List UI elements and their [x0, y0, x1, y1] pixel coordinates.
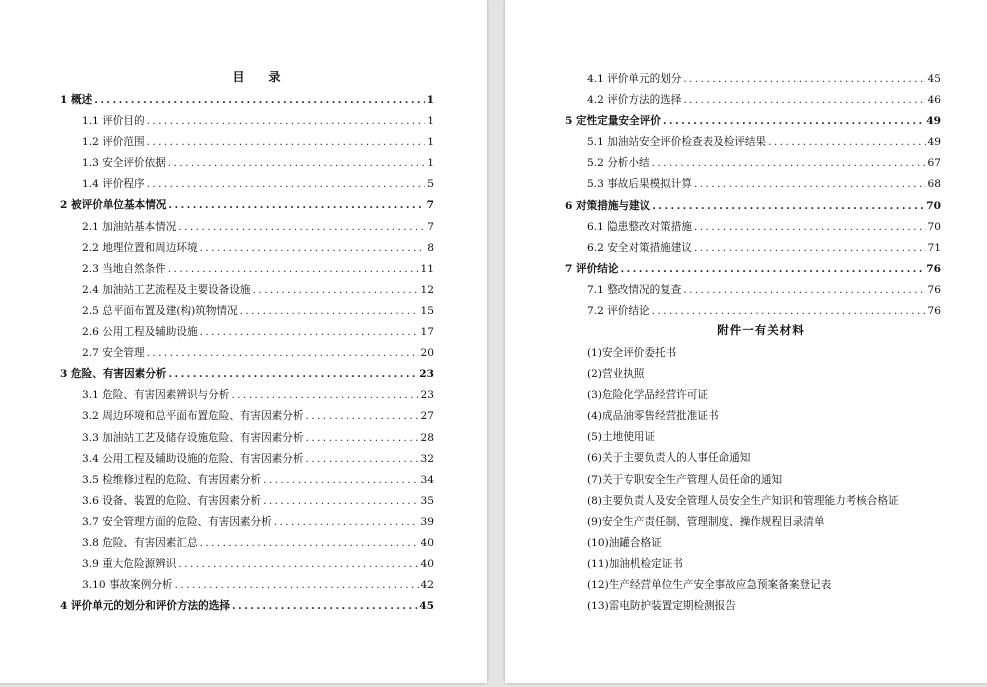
- toc-dot-leader: [263, 491, 418, 512]
- toc-section-entry: [60, 428, 434, 449]
- toc-entry-label: 3.2 周边环境和总平面布置危险、有害因素分析: [82, 410, 304, 423]
- toc-section-entry: [565, 238, 941, 259]
- toc-page-number: 68: [927, 178, 941, 191]
- toc-section-entry: [60, 238, 434, 259]
- toc-entry-label: 7.2 评价结论: [587, 305, 650, 318]
- toc-entry-label: 5 定性定量安全评价: [565, 115, 661, 128]
- toc-dot-leader: [200, 238, 426, 259]
- appendix-item: (7)关于专职安全生产管理人员任命的通知: [587, 473, 783, 486]
- toc-page-number: 76: [926, 262, 941, 275]
- toc-title: 目 录: [232, 70, 287, 84]
- toc-dot-leader: [306, 449, 419, 470]
- toc-entry-label: 2.4 加油站工艺流程及主要设备设施: [82, 283, 251, 296]
- toc-page-number: 42: [420, 579, 434, 592]
- toc-dot-leader: [620, 259, 924, 280]
- appendix-item: (11)加油机检定证书: [587, 557, 683, 570]
- toc-section-entry: [565, 90, 941, 111]
- appendix-title: 附件一有关材料: [717, 323, 805, 337]
- toc-section-entry: [60, 512, 434, 533]
- toc-page-number: 20: [420, 347, 434, 360]
- appendix-item: (9)安全生产责任制、管理制度、操作规程目录清单: [587, 515, 825, 528]
- appendix-item: (8)主要负责人及安全管理人员安全生产知识和管理能力考核合格证: [587, 494, 899, 507]
- toc-entry-label: 4.2 评价方法的选择: [587, 94, 682, 107]
- toc-chapter-entry: [60, 596, 434, 617]
- toc-page-number: 8: [427, 241, 434, 254]
- toc-dot-leader: [274, 512, 419, 533]
- toc-section-entry: [60, 280, 434, 301]
- appendix-item: (3)危险化学品经营许可证: [587, 389, 708, 402]
- toc-dot-leader: [178, 554, 418, 575]
- toc-dot-leader: [168, 259, 419, 280]
- toc-dot-leader: [694, 238, 926, 259]
- toc-entry-label: 5.3 事故后果模拟计算: [587, 178, 692, 191]
- toc-page-number: 34: [420, 473, 434, 486]
- toc-dot-leader: [147, 132, 426, 153]
- toc-section-entry: [60, 533, 434, 554]
- toc-page-number: 76: [927, 305, 941, 318]
- toc-page-number: 70: [926, 199, 941, 212]
- toc-entry-label: 2.2 地理位置和周边环境: [82, 241, 198, 254]
- toc-entry-label: 6.1 隐患整改对策措施: [587, 220, 692, 233]
- appendix-item: (2)营业执照: [587, 368, 645, 381]
- toc-section-entry: [565, 217, 941, 238]
- toc-section-entry: [60, 470, 434, 491]
- toc-dot-leader: [147, 343, 419, 364]
- toc-section-entry: [60, 343, 434, 364]
- toc-section-entry: [60, 301, 434, 322]
- appendix-item: (4)成品油零售经营批准证书: [587, 410, 719, 423]
- toc-entry-label: 3 危险、有害因素分析: [60, 368, 167, 381]
- toc-entry-label: 3.8 危险、有害因素汇总: [82, 536, 198, 549]
- toc-chapter-entry: [565, 196, 941, 217]
- toc-page-number: 1: [427, 115, 434, 128]
- toc-page-number: 17: [420, 326, 434, 339]
- toc-page-number: 35: [420, 494, 434, 507]
- toc-entry-label: 4.1 评价单元的划分: [587, 73, 682, 85]
- toc-entry-label: 7.1 整改情况的复查: [587, 283, 682, 296]
- toc-dot-leader: [94, 90, 424, 111]
- toc-dot-leader: [683, 280, 925, 301]
- toc-section-entry: [60, 217, 434, 238]
- toc-entry-label: 2.3 当地自然条件: [82, 262, 166, 275]
- toc-section-entry: [565, 69, 941, 90]
- toc-entry-label: 2.1 加油站基本情况: [82, 220, 177, 233]
- toc-entry-label: 3.3 加油站工艺及储存设施危险、有害因素分析: [82, 431, 304, 444]
- toc-dot-leader: [694, 217, 926, 238]
- toc-section-entry: [60, 406, 434, 427]
- toc-page-number: 11: [420, 262, 434, 275]
- toc-page-number: 15: [420, 304, 434, 317]
- toc-section-entry: [565, 153, 941, 174]
- toc-entry-label: 7 评价结论: [565, 262, 619, 275]
- toc-chapter-entry: [565, 259, 941, 280]
- toc-page-number: 28: [420, 431, 434, 444]
- appendix-item: (12)生产经营单位生产安全事故应急预案备案登记表: [587, 579, 832, 592]
- appendix-item: (6)关于主要负责人的人事任命通知: [587, 452, 751, 465]
- toc-dot-leader: [147, 111, 426, 132]
- toc-list-continued: [565, 69, 941, 322]
- toc-section-entry: [60, 385, 434, 406]
- toc-dot-leader: [253, 280, 419, 301]
- toc-dot-leader: [200, 533, 419, 554]
- toc-dot-leader: [232, 596, 417, 617]
- appendix-list: [587, 343, 967, 617]
- toc-dot-leader: [263, 470, 418, 491]
- toc-section-entry: [60, 153, 434, 174]
- toc-page-number: 45: [419, 600, 434, 613]
- toc-page-number: 1: [427, 157, 434, 170]
- toc-section-entry: [565, 174, 941, 195]
- toc-page-number: 39: [420, 515, 434, 528]
- toc-dot-leader: [768, 132, 925, 153]
- toc-entry-label: 5.1 加油站安全评价检查表及检评结果: [587, 136, 767, 149]
- toc-page-number: 49: [926, 115, 941, 128]
- toc-dot-leader: [231, 385, 418, 406]
- toc-section-entry: [60, 449, 434, 470]
- toc-dot-leader: [306, 428, 419, 449]
- appendix-item: (1)安全评价委托书: [587, 347, 677, 359]
- document-page-right: [505, 0, 987, 683]
- toc-section-entry: [60, 554, 434, 575]
- toc-list: [60, 90, 434, 617]
- toc-entry-label: 3.6 设备、装置的危险、有害因素分析: [82, 494, 262, 507]
- toc-dot-leader: [652, 153, 926, 174]
- toc-page-number: 32: [420, 452, 434, 465]
- toc-dot-leader: [683, 90, 925, 111]
- toc-entry-label: 1.1 评价目的: [82, 115, 145, 128]
- toc-section-entry: [60, 132, 434, 153]
- toc-section-entry: [565, 301, 941, 322]
- toc-section-entry: [565, 280, 941, 301]
- toc-entry-label: 3.4 公用工程及辅助设施的危险、有害因素分析: [82, 452, 304, 465]
- toc-page-number: 46: [927, 94, 941, 107]
- toc-entry-label: 6 对策措施与建议: [565, 199, 651, 212]
- toc-entry-label: 3.5 检维修过程的危险、有害因素分析: [82, 473, 262, 486]
- toc-chapter-entry: [60, 90, 434, 111]
- toc-entry-label: 2.5 总平面布置及建(构)筑物情况: [82, 304, 238, 317]
- appendix-item: (10)油罐合格证: [587, 536, 662, 549]
- toc-page-number: 40: [420, 536, 434, 549]
- toc-dot-leader: [694, 174, 926, 195]
- toc-dot-leader: [663, 111, 924, 132]
- toc-section-entry: [60, 174, 434, 195]
- toc-section-entry: [60, 259, 434, 280]
- toc-entry-label: 1.2 评价范围: [82, 136, 145, 149]
- toc-dot-leader: [168, 364, 417, 385]
- toc-page-number: 23: [419, 368, 434, 381]
- toc-dot-leader: [178, 217, 425, 238]
- toc-page-number: 70: [927, 220, 941, 233]
- toc-dot-leader: [168, 153, 425, 174]
- toc-page-number: 67: [927, 157, 941, 170]
- toc-dot-leader: [147, 174, 426, 195]
- toc-dot-leader: [652, 301, 926, 322]
- toc-entry-label: 6.2 安全对策措施建议: [587, 241, 692, 254]
- toc-entry-label: 2.7 安全管理: [82, 347, 145, 360]
- document-page-left: [0, 0, 487, 683]
- toc-chapter-entry: [565, 111, 941, 132]
- toc-page-number: 76: [927, 283, 941, 296]
- toc-entry-label: 1.4 评价程序: [82, 178, 145, 191]
- toc-section-entry: [565, 132, 941, 153]
- toc-page-number: 40: [420, 558, 434, 571]
- toc-dot-leader: [652, 196, 924, 217]
- appendix-item: (13)雷电防护装置定期检测报告: [587, 600, 736, 613]
- toc-entry-label: 3.1 危险、有害因素辨识与分析: [82, 389, 230, 402]
- toc-page-number: 71: [927, 241, 941, 254]
- toc-page-number: 7: [427, 220, 434, 233]
- toc-page-number: 7: [426, 199, 434, 212]
- toc-entry-label: 1 概述: [60, 94, 93, 106]
- toc-page-number: 1: [426, 94, 434, 106]
- toc-entry-label: 5.2 分析小结: [587, 157, 650, 170]
- toc-section-entry: [60, 575, 434, 596]
- toc-entry-label: 3.9 重大危险源辨识: [82, 558, 177, 571]
- toc-chapter-entry: [60, 364, 434, 385]
- toc-page-number: 12: [420, 283, 434, 296]
- toc-dot-leader: [168, 195, 424, 216]
- toc-section-entry: [60, 322, 434, 343]
- toc-dot-leader: [683, 69, 925, 90]
- toc-page-number: 49: [927, 136, 941, 149]
- appendix-item: (5)土地使用证: [587, 431, 655, 444]
- toc-dot-leader: [240, 301, 419, 322]
- toc-entry-label: 1.3 安全评价依据: [82, 157, 166, 170]
- toc-section-entry: [60, 111, 434, 132]
- toc-chapter-entry: [60, 195, 434, 216]
- toc-dot-leader: [175, 575, 419, 596]
- toc-dot-leader: [200, 322, 419, 343]
- toc-section-entry: [60, 491, 434, 512]
- toc-page-number: 23: [420, 389, 434, 402]
- toc-entry-label: 2 被评价单位基本情况: [60, 199, 167, 212]
- toc-entry-label: 3.7 安全管理方面的危险、有害因素分析: [82, 515, 272, 528]
- toc-page-number: 5: [427, 178, 434, 191]
- toc-entry-label: 3.10 事故案例分析: [82, 579, 173, 592]
- toc-entry-label: 2.6 公用工程及辅助设施: [82, 326, 198, 339]
- toc-page-number: 45: [927, 73, 941, 85]
- toc-page-number: 27: [420, 410, 434, 423]
- toc-dot-leader: [306, 406, 419, 427]
- toc-entry-label: 4 评价单元的划分和评价方法的选择: [60, 600, 230, 613]
- toc-page-number: 1: [427, 136, 434, 149]
